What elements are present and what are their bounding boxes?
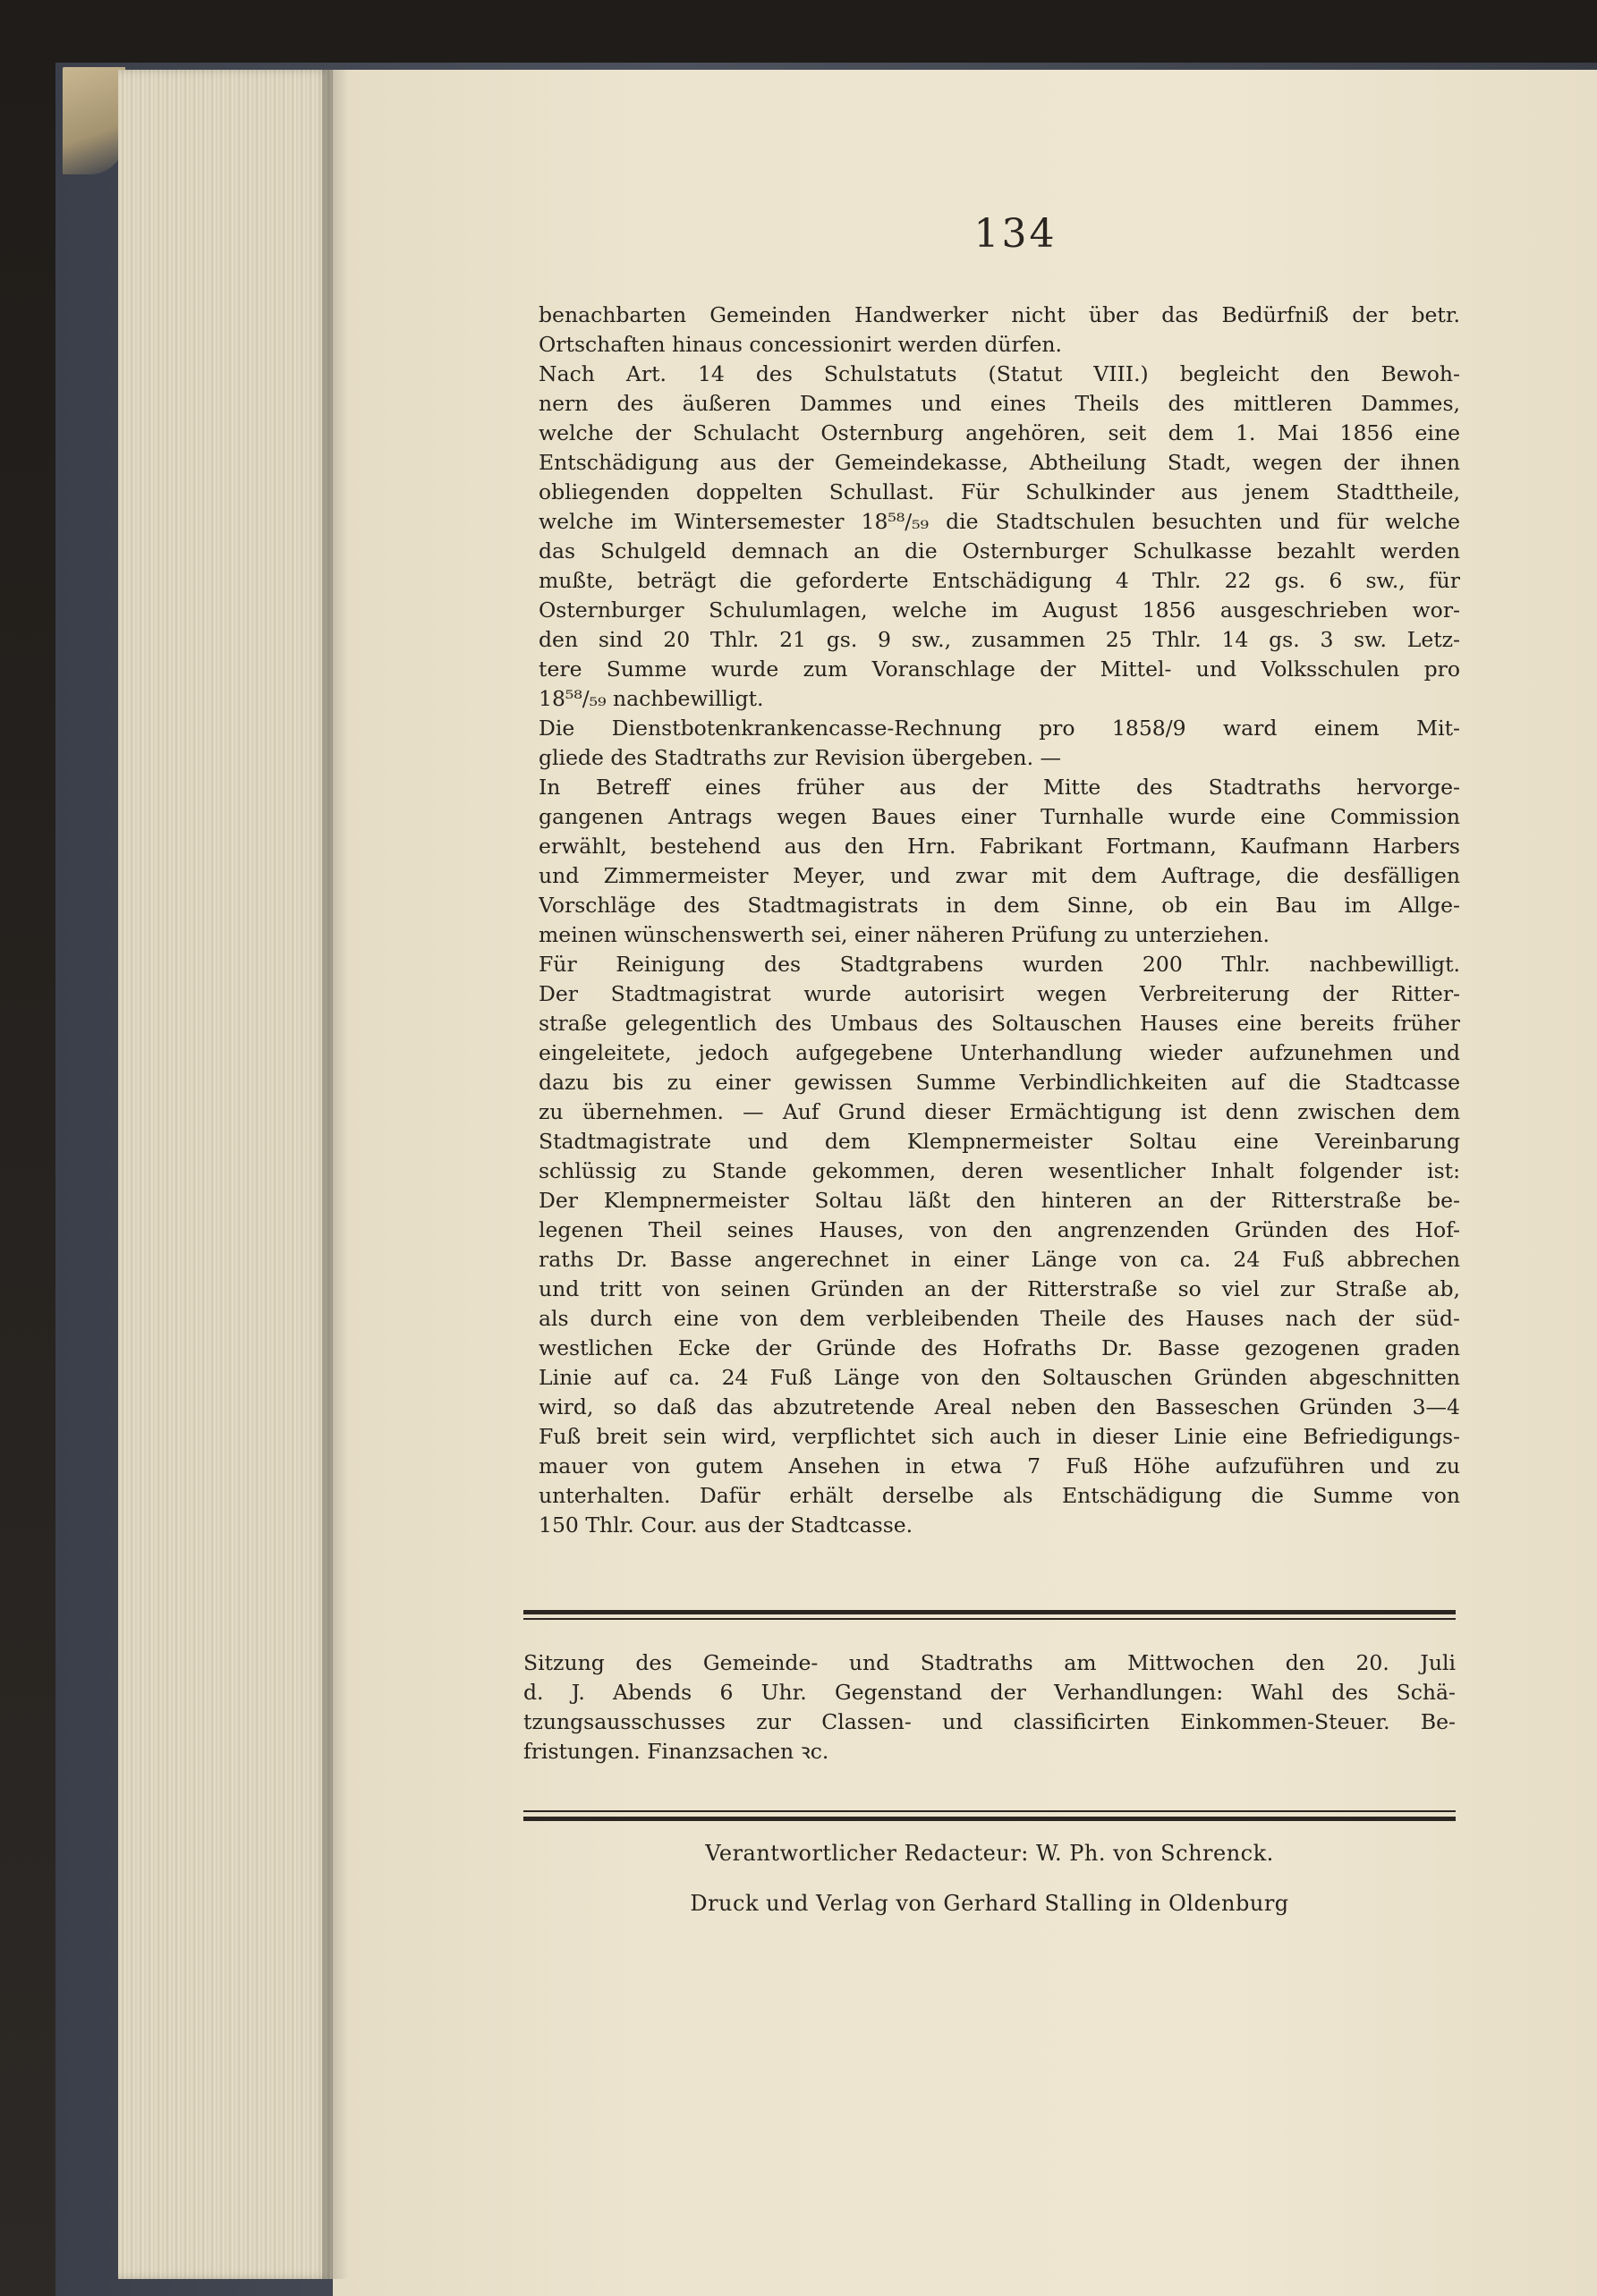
text-line: benachbarten Gemeinden Handwerker nicht über das Bedürfniß der betr. [539, 302, 1460, 327]
cover-corner-wear [63, 67, 125, 174]
section-divider-bottom-thick [523, 1817, 1456, 1821]
editor-credit: Verantwortlicher Redacteur: W. Ph. von Schrenck. [705, 1841, 1274, 1866]
text-line: den sind 20 Thlr. 21 gs. 9 sw., zusammen 25 Thlr. 14 gs. 3 sw. Letz- [539, 627, 1460, 652]
page-edges [118, 70, 333, 2279]
text-line: das Schulgeld demnach an die Osternburger Schulkasse bezahlt werden [539, 538, 1460, 563]
text-line: Osternburger Schulumlagen, welche im August 1856 ausgeschrieben wor- [539, 597, 1460, 623]
text-line: Der Stadtmagistrat wurde autorisirt wegen Verbreiterung der Ritter- [539, 981, 1460, 1006]
text-line: welche im Wintersemester 18⁵⁸/₅₉ die Stadtschulen besuchten und für welche [539, 509, 1460, 534]
page-gutter-shadow [322, 70, 349, 2279]
text-line: erwählt, bestehend aus den Hrn. Fabrikant Fortmann, Kaufmann Harbers [539, 834, 1460, 859]
text-line: 18⁵⁸/₅₉ nachbewilligt. [539, 686, 764, 711]
text-line: Ortschaften hinaus concessionirt werden dürfen. [539, 332, 1062, 357]
text-line: Vorschläge des Stadtmagistrats in dem Sinne, ob ein Bau im Allge- [539, 893, 1460, 918]
text-line: und tritt von seinen Gründen an der Ritterstraße so viel zur Straße ab, [539, 1276, 1460, 1301]
text-line: In Betreff eines früher aus der Mitte des Stadtraths hervorge- [539, 775, 1460, 800]
text-line: meinen wünschenswerth sei, einer näheren Prüfung zu unterziehen. [539, 922, 1270, 947]
text-line: mußte, beträgt die geforderte Entschädigung 4 Thlr. 22 gs. 6 sw., für [539, 568, 1460, 593]
text-line: wird, so daß das abzutretende Areal neben den Basseschen Gründen 3—4 [539, 1394, 1460, 1419]
notice-line: Sitzung des Gemeinde- und Stadtraths am Mittwochen den 20. Juli [523, 1650, 1456, 1675]
text-line: Für Reinigung des Stadtgrabens wurden 200 Thlr. nachbewilligt. [539, 952, 1460, 977]
text-line: welche der Schulacht Osternburg angehören, seit dem 1. Mai 1856 eine [539, 420, 1460, 445]
text-line: Stadtmagistrate und dem Klempnermeister Soltau eine Vereinbarung [539, 1129, 1460, 1154]
text-line: Entschädigung aus der Gemeindekasse, Abtheilung Stadt, wegen der ihnen [539, 450, 1460, 475]
text-line: legenen Theil seines Hauses, von den angrenzenden Gründen des Hof- [539, 1217, 1460, 1242]
section-divider-bottom-thin [523, 1810, 1456, 1812]
meeting-notice [523, 1648, 1456, 1766]
text-line: unterhalten. Dafür erhält derselbe als Entschädigung die Summe von [539, 1483, 1460, 1508]
text-line: als durch eine von dem verbleibenden Theile des Hauses nach der süd- [539, 1306, 1460, 1331]
text-line: straße gelegentlich des Umbaus des Soltauschen Hauses eine bereits früher [539, 1011, 1460, 1036]
notice-line: d. J. Abends 6 Uhr. Gegenstand der Verhandlungen: Wahl des Schä- [523, 1680, 1456, 1705]
text-line: eingeleitete, jedoch aufgegebene Unterhandlung wieder aufzunehmen und [539, 1040, 1460, 1065]
body-text [539, 301, 1460, 1540]
text-line: westlichen Ecke der Gründe des Hofraths Dr. Basse gezogenen graden [539, 1335, 1460, 1360]
text-line: mauer von gutem Ansehen in etwa 7 Fuß Höhe aufzuführen und zu [539, 1453, 1460, 1478]
text-line: zu übernehmen. — Auf Grund dieser Ermächtigung ist denn zwischen dem [539, 1099, 1460, 1124]
text-line: obliegenden doppelten Schullast. Für Schulkinder aus jenem Stadttheile, [539, 479, 1460, 504]
text-line: tere Summe wurde zum Voranschlage der Mittel- und Volksschulen pro [539, 657, 1460, 682]
text-line: Die Dienstbotenkrankencasse-Rechnung pro 1858/9 ward einem Mit- [539, 716, 1460, 741]
text-line: Fuß breit sein wird, verpflichtet sich auch in dieser Linie eine Befriedigungs- [539, 1424, 1460, 1449]
page-number: 134 [973, 211, 1058, 257]
text-line: Nach Art. 14 des Schulstatuts (Statut VIII.) begleicht den Bewoh- [539, 361, 1460, 386]
text-line: gangenen Antrags wegen Baues einer Turnhalle wurde eine Commission [539, 804, 1460, 829]
printer-credit: Druck und Verlag von Gerhard Stalling in Oldenburg [690, 1891, 1289, 1916]
text-line: und Zimmermeister Meyer, und zwar mit dem Auftrage, die desfälligen [539, 863, 1460, 888]
text-line: Der Klempnermeister Soltau läßt den hinteren an der Ritterstraße be- [539, 1188, 1460, 1213]
text-line: Linie auf ca. 24 Fuß Länge von den Soltauschen Gründen abgeschnitten [539, 1365, 1460, 1390]
text-line: schlüssig zu Stande gekommen, deren wesentlicher Inhalt folgender ist: [539, 1158, 1460, 1183]
text-line: 150 Thlr. Cour. aus der Stadtcasse. [539, 1512, 913, 1538]
notice-line: fristungen. Finanzsachen ꝛc. [523, 1739, 829, 1764]
section-divider-top-thin [523, 1618, 1456, 1620]
text-line: dazu bis zu einer gewissen Summe Verbindlichkeiten auf die Stadtcasse [539, 1070, 1460, 1095]
section-divider-top-thick [523, 1610, 1456, 1614]
notice-line: tzungsausschusses zur Classen- und classificirten Einkommen-Steuer. Be- [523, 1709, 1456, 1734]
text-line: gliede des Stadtraths zur Revision übergeben. — [539, 745, 1062, 770]
text-line: raths Dr. Basse angerechnet in einer Länge von ca. 24 Fuß abbrechen [539, 1247, 1460, 1272]
text-line: nern des äußeren Dammes und eines Theils des mittleren Dammes, [539, 391, 1460, 416]
